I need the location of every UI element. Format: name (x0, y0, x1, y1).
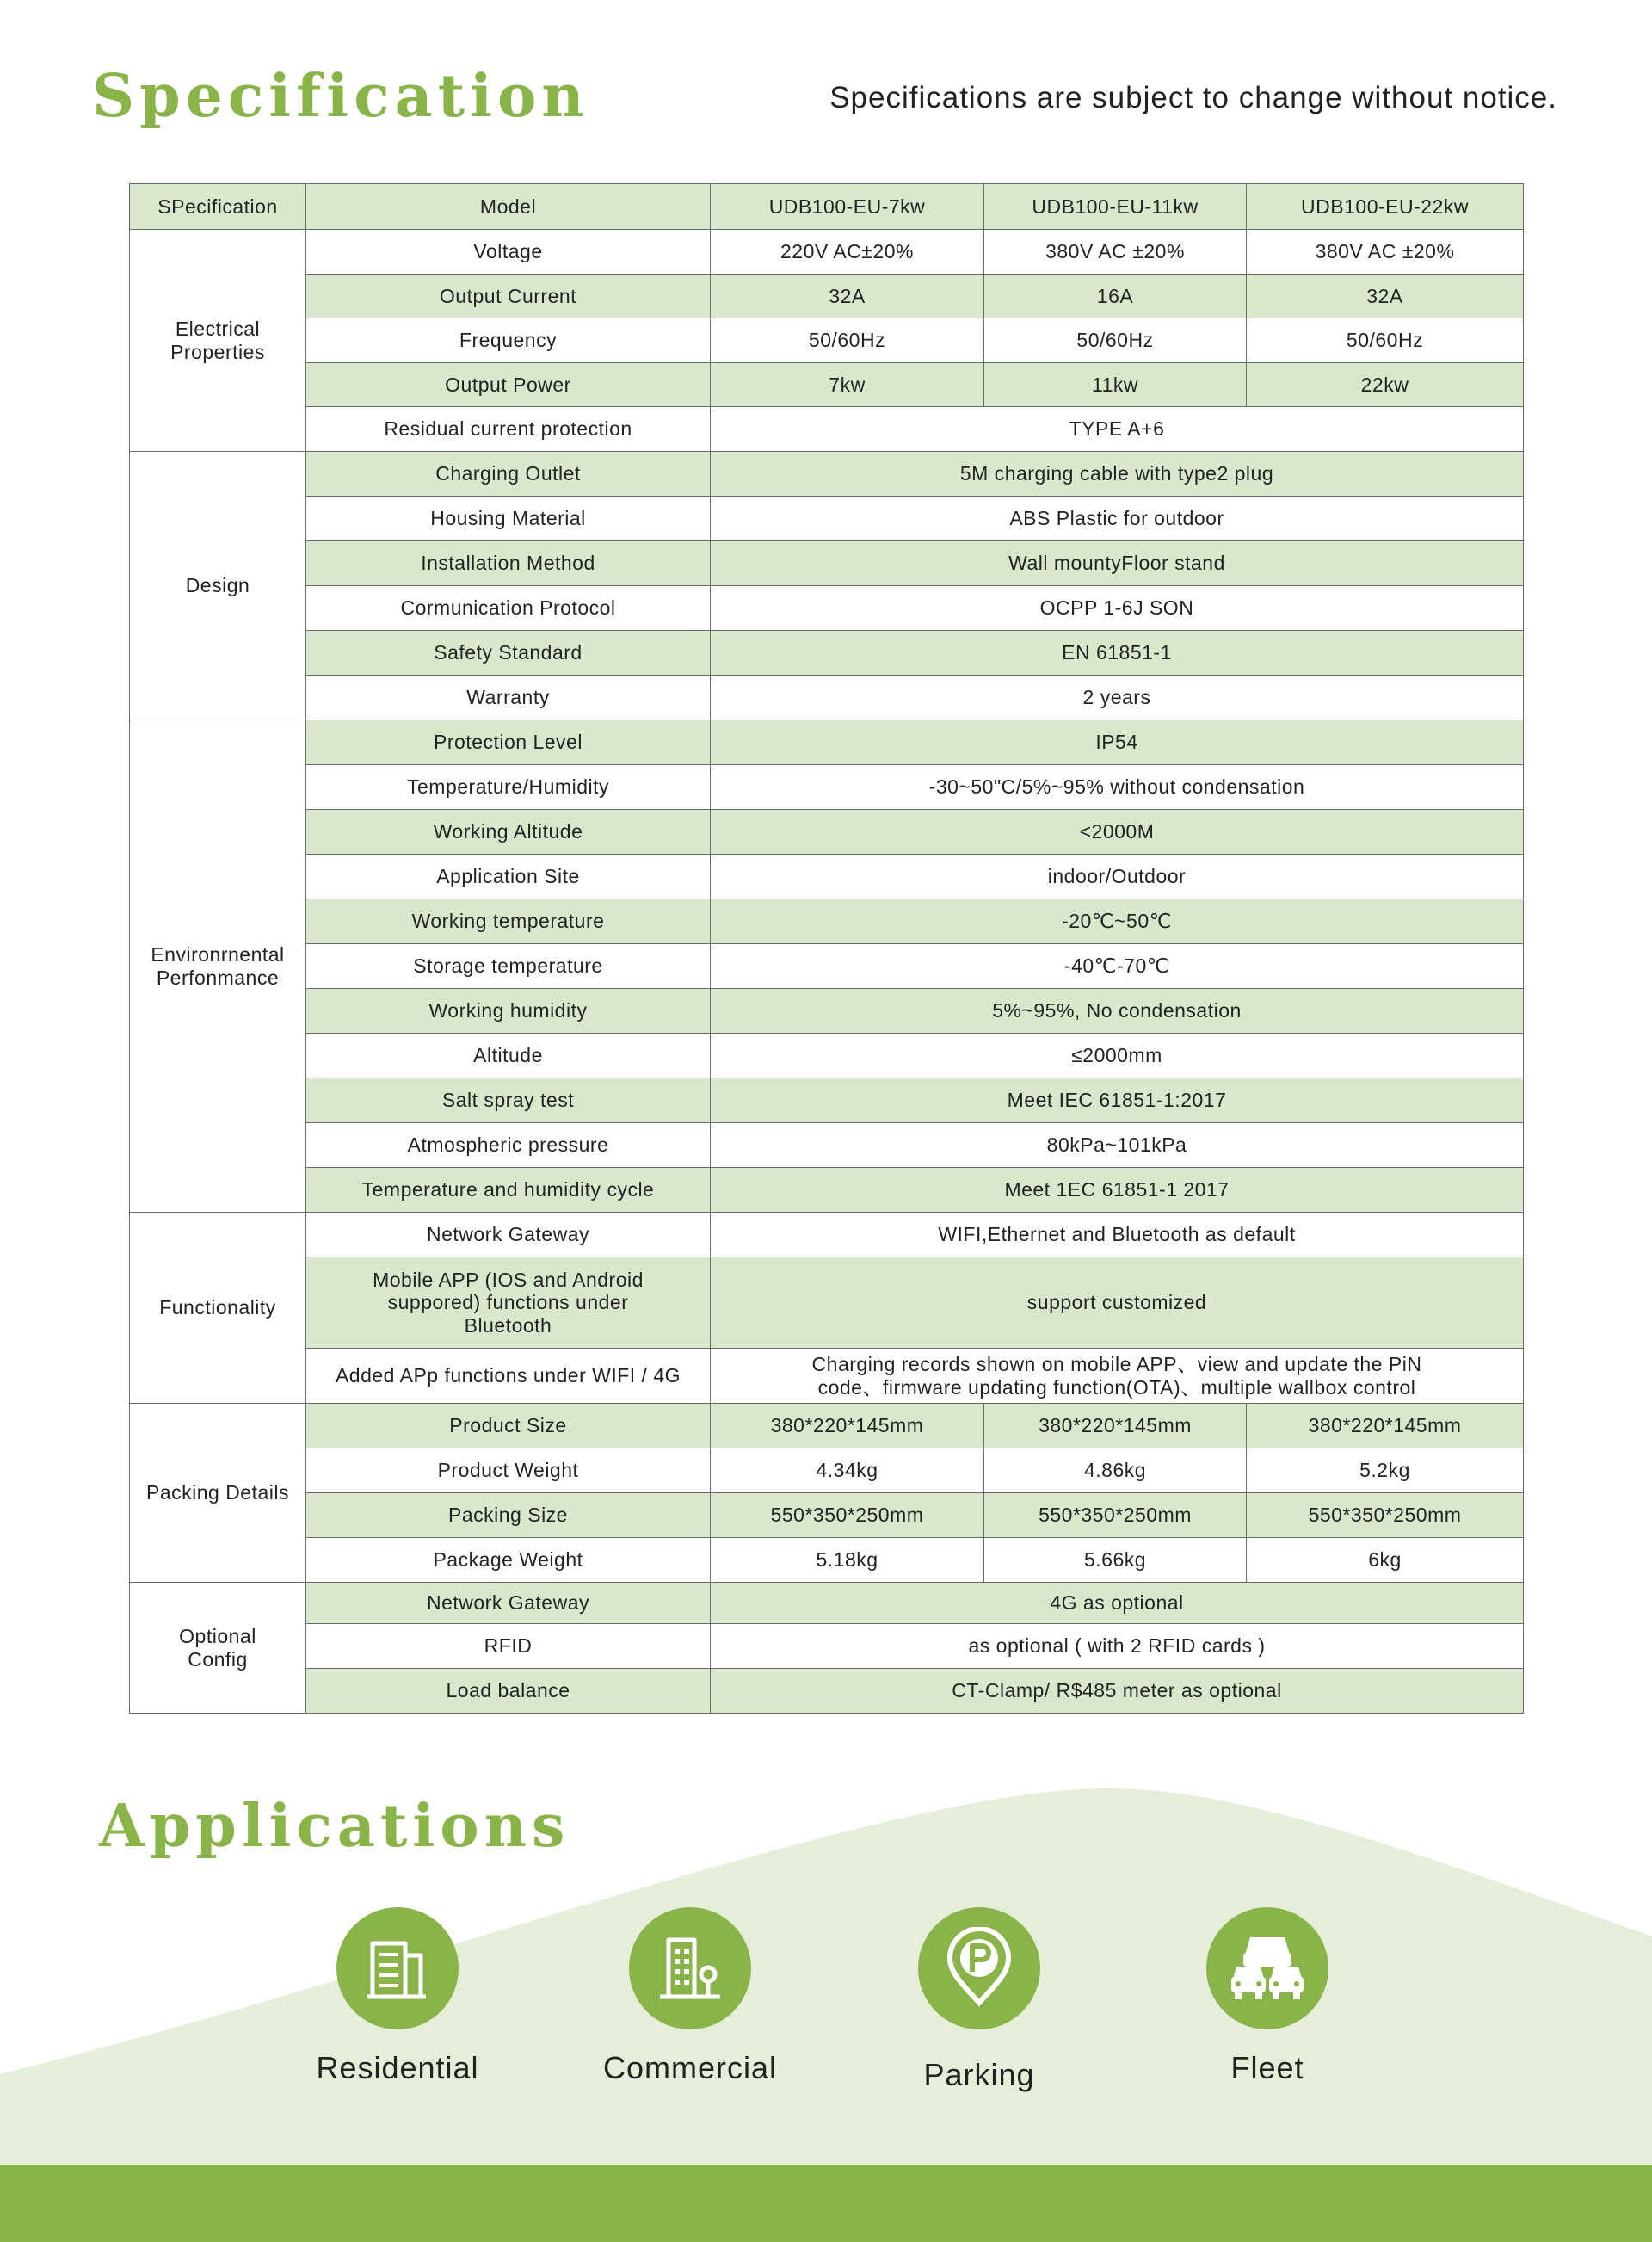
row-value: 5.66kg (984, 1538, 1247, 1583)
row-value: IP54 (711, 720, 1524, 765)
table-row (130, 810, 1524, 855)
row-label: Housing Material (306, 497, 711, 541)
row-value: 550*350*250mm (984, 1493, 1247, 1538)
row-value: 380V AC ±20% (984, 230, 1247, 275)
row-label: Safety Standard (306, 631, 711, 676)
row-label: Temperature/Humidity (306, 765, 711, 810)
table-row (130, 1538, 1524, 1583)
row-value: 5.2kg (1247, 1448, 1524, 1493)
row-value: Meet IEC 61851-1:2017 (711, 1078, 1524, 1123)
row-label: Residual current protection (306, 407, 711, 452)
row-value: Charging records shown on mobile APP、view and update the PiN code、firmware updating function(OTA)、multiple wallbox control (711, 1349, 1524, 1404)
table-row (130, 586, 1524, 631)
row-value: ABS Plastic for outdoor (711, 497, 1524, 541)
row-value: 4.34kg (711, 1448, 984, 1493)
table-row (130, 230, 1524, 275)
table-header-cell: UDB100-EU-11kw (984, 184, 1247, 230)
table-row (130, 1168, 1524, 1213)
table-row (130, 497, 1524, 541)
row-value: 7kw (711, 363, 984, 407)
row-label: Voltage (306, 230, 711, 275)
row-label: Output Power (306, 363, 711, 407)
row-value: <2000M (711, 810, 1524, 855)
table-row (130, 1404, 1524, 1448)
row-label: Temperature and humidity cycle (306, 1168, 711, 1213)
category-cell: Functionality (130, 1213, 306, 1404)
row-value: TYPE A+6 (711, 407, 1524, 452)
row-value: Wall mountyFloor stand (711, 541, 1524, 586)
table-row (130, 944, 1524, 989)
spec-title: Specification (92, 62, 589, 131)
row-value: 380*220*145mm (711, 1404, 984, 1448)
table-row (130, 765, 1524, 810)
table-row (130, 1257, 1524, 1349)
row-label: Working humidity (306, 989, 711, 1034)
table-row (130, 631, 1524, 676)
row-label: Storage temperature (306, 944, 711, 989)
row-label: Charging Outlet (306, 452, 711, 497)
row-value: 550*350*250mm (1247, 1493, 1524, 1538)
application-item-residential (294, 1907, 501, 2086)
row-value: 80kPa~101kPa (711, 1123, 1524, 1168)
row-value: 5.18kg (711, 1538, 984, 1583)
category-cell: Optional Config (130, 1583, 306, 1714)
row-value: ≤2000mm (711, 1034, 1524, 1078)
row-value: 50/60Hz (711, 318, 984, 363)
row-value: Meet 1EC 61851-1 2017 (711, 1168, 1524, 1213)
row-label: Mobile APP (IOS and Android suppored) functions under Bluetooth (306, 1257, 711, 1349)
row-value: 220V AC±20% (711, 230, 984, 275)
application-label: Fleet (1230, 2050, 1304, 2085)
row-value: CT-Clamp/ R$485 meter as optional (711, 1669, 1524, 1714)
row-value: as optional ( with 2 RFID cards ) (711, 1624, 1524, 1669)
application-item-parking (876, 1907, 1082, 2093)
row-label: Product Weight (306, 1448, 711, 1493)
table-row (130, 899, 1524, 944)
table-row (130, 720, 1524, 765)
spec-table (129, 183, 1524, 1714)
row-value: 380V AC ±20% (1247, 230, 1524, 275)
table-row (130, 1034, 1524, 1078)
table-header-cell: UDB100-EU-22kw (1247, 184, 1524, 230)
row-label: Output Current (306, 275, 711, 318)
table-row (130, 541, 1524, 586)
row-label: Application Site (306, 855, 711, 899)
row-value: -30~50"C/5%~95% without condensation (711, 765, 1524, 810)
row-label: Atmospheric pressure (306, 1123, 711, 1168)
applications-title: Applications (99, 1792, 570, 1861)
table-header-cell: UDB100-EU-7kw (711, 184, 984, 230)
table-row (130, 1123, 1524, 1168)
row-label: Working Altitude (306, 810, 711, 855)
table-row (130, 452, 1524, 497)
row-value: 4.86kg (984, 1448, 1247, 1493)
row-value: 50/60Hz (984, 318, 1247, 363)
application-label: Commercial (602, 2050, 778, 2085)
table-header-row (130, 184, 1524, 230)
parking-icon (918, 1907, 1040, 2029)
table-row (130, 275, 1524, 318)
row-value: 50/60Hz (1247, 318, 1524, 363)
row-value: 5%~95%, No condensation (711, 989, 1524, 1034)
commercial-icon (629, 1907, 751, 2029)
table-row (130, 1213, 1524, 1257)
row-label: Load balance (306, 1669, 711, 1714)
row-value: indoor/Outdoor (711, 855, 1524, 899)
application-label: Parking (923, 2057, 1035, 2092)
row-label: Warranty (306, 676, 711, 720)
table-row (130, 855, 1524, 899)
row-value: 5M charging cable with type2 plug (711, 452, 1524, 497)
category-cell: Design (130, 452, 306, 720)
table-row (130, 1583, 1524, 1624)
table-row (130, 407, 1524, 452)
row-value: 16A (984, 275, 1247, 318)
row-label: Added APp functions under WIFI / 4G (306, 1349, 711, 1404)
table-row (130, 1078, 1524, 1123)
table-row (130, 363, 1524, 407)
table-row (130, 676, 1524, 720)
row-value: 32A (1247, 275, 1524, 318)
residential-icon (336, 1907, 459, 2029)
category-cell: Electrical Properties (130, 230, 306, 452)
row-label: Packing Size (306, 1493, 711, 1538)
row-label: Package Weight (306, 1538, 711, 1583)
row-label: Network Gateway (306, 1213, 711, 1257)
table-header-cell: Model (306, 184, 711, 230)
category-cell: Environrnental Perfonmance (130, 720, 306, 1213)
table-row (130, 1448, 1524, 1493)
row-value: 2 years (711, 676, 1524, 720)
table-row (130, 1624, 1524, 1669)
row-label: Frequency (306, 318, 711, 363)
row-value: EN 61851-1 (711, 631, 1524, 676)
row-label: Salt spray test (306, 1078, 711, 1123)
row-value: 550*350*250mm (711, 1493, 984, 1538)
row-value: support customized (711, 1257, 1524, 1349)
row-value: OCPP 1-6J SON (711, 586, 1524, 631)
footer-bar (0, 2165, 1652, 2242)
spec-notice: Specifications are subject to change without notice. (829, 81, 1557, 114)
row-label: RFID (306, 1624, 711, 1669)
fleet-icon (1206, 1907, 1328, 2029)
table-row (130, 1669, 1524, 1714)
row-value: 4G as optional (711, 1583, 1524, 1624)
row-value: 22kw (1247, 363, 1524, 407)
table-row (130, 1493, 1524, 1538)
row-value: WIFI,Ethernet and Bluetooth as default (711, 1213, 1524, 1257)
application-label: Residential (316, 2050, 479, 2085)
row-label: Protection Level (306, 720, 711, 765)
row-label: Altitude (306, 1034, 711, 1078)
table-row (130, 1349, 1524, 1404)
row-label: Cormunication Protocol (306, 586, 711, 631)
row-label: Working temperature (306, 899, 711, 944)
row-value: 11kw (984, 363, 1247, 407)
row-value: -40℃-70℃ (711, 944, 1524, 989)
table-row (130, 989, 1524, 1034)
category-cell: Packing Details (130, 1404, 306, 1583)
row-value: 380*220*145mm (1247, 1404, 1524, 1448)
row-label: Product Size (306, 1404, 711, 1448)
row-value: 380*220*145mm (984, 1404, 1247, 1448)
row-value: 6kg (1247, 1538, 1524, 1583)
row-label: Network Gateway (306, 1583, 711, 1624)
table-header-cell: SPecification (130, 184, 306, 230)
row-value: 32A (711, 275, 984, 318)
application-item-fleet (1164, 1907, 1371, 2086)
application-item-commercial (587, 1907, 793, 2086)
table-row (130, 318, 1524, 363)
row-label: Installation Method (306, 541, 711, 586)
row-value: -20℃~50℃ (711, 899, 1524, 944)
